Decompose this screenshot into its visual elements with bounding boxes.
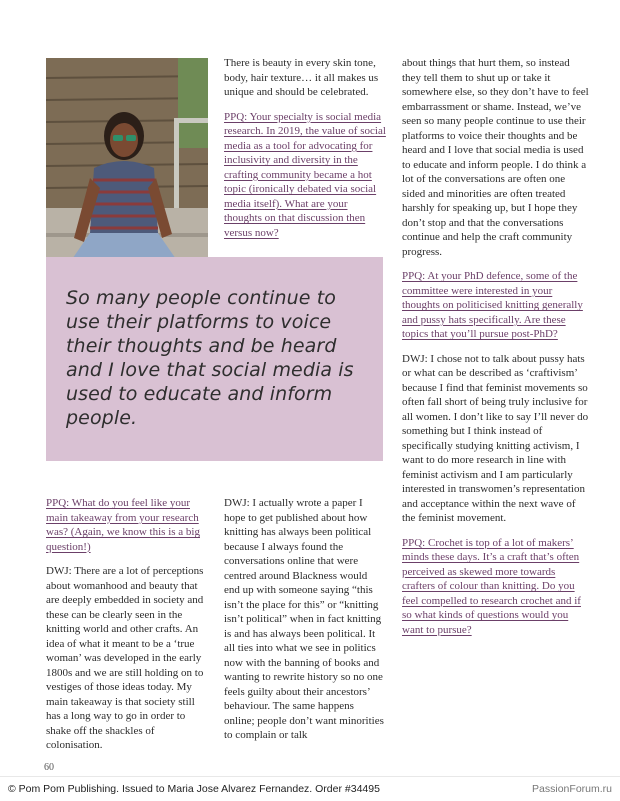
column-1-bottom [46, 496, 204, 763]
column-2-top [224, 56, 386, 250]
page-number: 60 [44, 762, 54, 773]
question-main-takeaway: PPQ: What do you feel like your main takeaway from your research was? (Again, we know this is a big question!) [46, 497, 200, 553]
column-3 [402, 56, 590, 647]
paragraph-continuation: about things that hurt them, so instead they tell them to shut up or take it somewhere else, so they don’t have to feel embarrassment or shame. Instead, we’ve seen so many people continue to use their platforms to voice their thoughts and be heard and I love that social media is used to educate and inform people. I do think a lot of the conversations are often one sided and minorities are often treated harshly for speaking up, but I hope they don’t stop and that the conversations continue and help the craft community progress. [402, 57, 589, 258]
answer-main-takeaway: DWJ: There are a lot of perceptions about womanhood and beauty that are deeply embedded in society and these can be clearly seen in the knitting world and other crafts. An idea of what it meant to be a ‘true woman’ was developed in the early 1800s and we are still holding on to vestiges of those ideas today. My main takeaway is that society still has a long way to go in order to shake off the shackles of colonisation. [46, 565, 204, 751]
answer-knitting-political: DWJ: I actually wrote a paper I hope to get published about how knitting has always been political because I always found the conversations online that were centred around Blackness would end up with someone saying “this isn’t the place for this” or “knitting isn’t political” when in fact knitting is and has always been political. It all ties into what we see in politics now with the banning of books and wanting to rewrite history so no one feels guilty about their ancestors’ behaviour. The same happens online; people don’t want minorities to complain or talk [224, 497, 384, 741]
question-crochet: PPQ: Crochet is top of a lot of makers’ minds these days. It’s a craft that’s often perceived as skewed more towards crafters of colour than knitting. Do you feel compelled to research crochet and if so what kinds of questions would you want to pursue? [402, 536, 581, 636]
footer-watermark: PassionForum.ru [532, 783, 612, 795]
column-2-bottom [224, 496, 384, 753]
answer-craftivism: DWJ: I chose not to talk about pussy hats or what can be described as ‘craftivism’ because I find that feminist movements so often fall short of being truly inclusive for all women. I don’t like to say I’ll never do something but I think instead of specifically studying knitting activism, I want to do more research in line with feminist activism and I am particularly interested in transwomen’s representation and acceptance within the next wave of the feminist movement. [402, 352, 589, 524]
question-social-media: PPQ: Your specialty is social media research. In 2019, the value of social media as a tool for advocating for inclusivity and diversity in the crafting community became a hot topic (ironically debated via social media itself). What are your thoughts on that discussion then versus now? [224, 110, 386, 239]
footer-bar [0, 776, 620, 801]
footer-copyright: © Pom Pom Publishing. Issued to Maria Jose Alvarez Fernandez. Order #34495 [8, 783, 380, 795]
paragraph-beauty: There is beauty in every skin tone, body, hair texture… it all makes us unique and should be celebrated. [224, 57, 379, 98]
question-phd-defence: PPQ: At your PhD defence, some of the committee were interested in your thoughts on politicised knitting generally and pussy hats specifically. Are these topics that you’ll pursue post-PhD? [402, 270, 583, 340]
pull-quote: So many people continue to use their platforms to voice their thoughts and be heard and I love that social media is used to educate and inform people. [66, 287, 354, 429]
